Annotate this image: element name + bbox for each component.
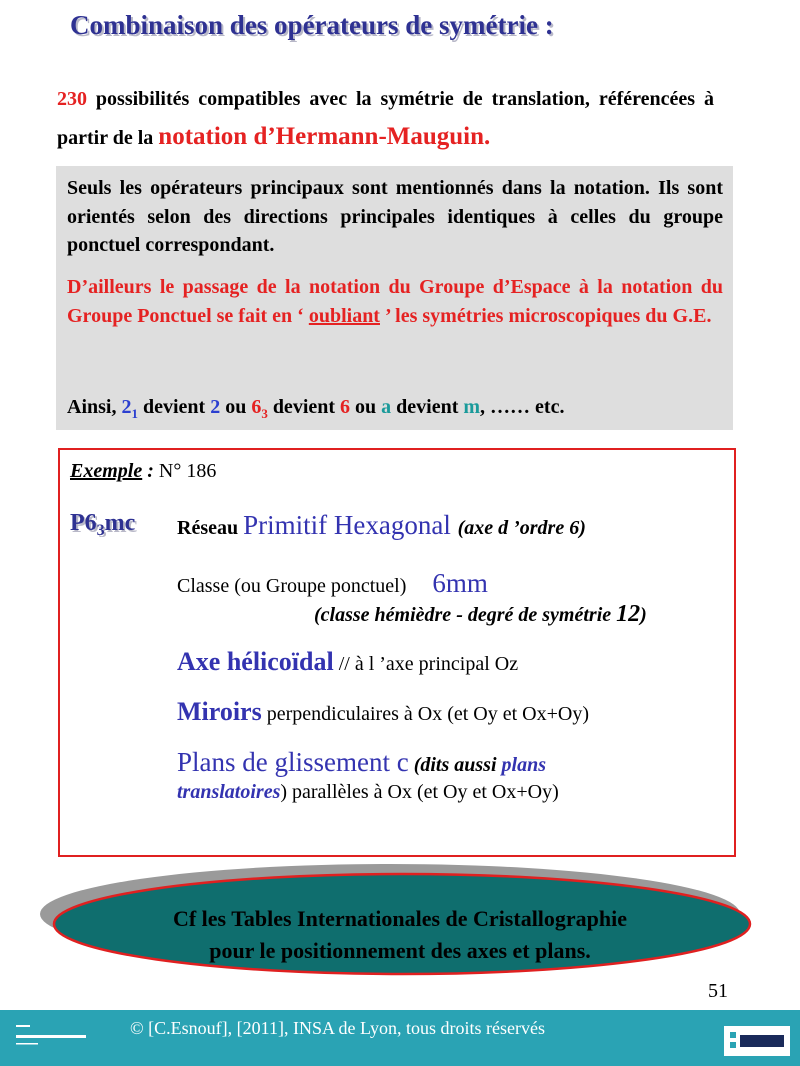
classe-degree: 12	[616, 601, 641, 627]
operator-2: 2	[210, 396, 221, 418]
gray-paragraph-2-b: ’ les symétries microscopiques du G.E.	[379, 304, 712, 327]
reseau-note: (axe d ’ordre 6)	[457, 517, 586, 539]
classe-close: )	[640, 604, 647, 626]
intro-paragraph	[57, 80, 714, 157]
operator-m: m	[463, 396, 481, 418]
plans-line-2	[177, 781, 559, 804]
plans-title: Plans de glissement c	[177, 747, 409, 777]
callout-line-1: Cf les Tables Internationales de Cristallographie	[172, 906, 628, 931]
example-box	[58, 448, 736, 857]
gray-paragraph-2-underlined: oubliant	[308, 304, 380, 327]
callout-line-2: pour le positionnement des axes et plans.	[209, 938, 591, 963]
plans-note-b: plans	[501, 754, 546, 776]
example-heading	[70, 460, 216, 483]
symbol-part-b: mc	[104, 510, 136, 536]
plans-line-1	[177, 747, 546, 778]
ainsi-line	[67, 393, 723, 422]
miroirs-line	[177, 697, 589, 727]
ainsi-text: Ainsi,	[67, 396, 122, 418]
intro-count: 230	[57, 88, 87, 110]
operator-6-3	[251, 396, 268, 421]
ainsi-devient-1: devient	[137, 396, 211, 418]
copyright-footer: © [C.Esnouf], [2011], INSA de Lyon, tous droits réservés	[130, 1018, 545, 1038]
operator-6-3-base: 6	[251, 396, 262, 418]
miroirs-title: Miroirs	[177, 697, 262, 726]
ainsi-devient-2: devient	[267, 396, 341, 418]
slide-title: Combinaison des opérateurs de symétrie :	[70, 10, 554, 40]
symbol-sub: 3	[96, 522, 105, 539]
ainsi-devient-3: devient	[391, 396, 464, 418]
reseau-label: Réseau	[177, 517, 244, 539]
axe-title: Axe hélicoïdal	[177, 647, 334, 676]
reseau-value: Primitif Hexagonal	[243, 510, 458, 540]
axe-line	[177, 647, 518, 677]
example-colon: :	[142, 460, 154, 482]
plans-note-c: translatoires	[177, 781, 281, 803]
intro-text: possibilités compatibles avec la symétrie de translation, référencées à partir de la	[57, 88, 714, 149]
gray-paragraph-2	[67, 273, 723, 330]
callout-text	[38, 903, 762, 967]
principal-operators-box	[56, 166, 733, 430]
ainsi-end: , …… etc.	[480, 396, 565, 418]
operator-6-3-sub: 3	[261, 406, 268, 421]
universite-de-lyon-logo	[14, 1017, 90, 1055]
miroirs-text: perpendiculaires à Ox (et Oy et Ox+Oy)	[261, 703, 589, 725]
classe-note: (classe hémièdre - degré de symétrie	[314, 604, 617, 626]
symbol-part-a: P6	[70, 510, 97, 536]
plans-note-a: (dits aussi	[408, 754, 502, 776]
operator-6: 6	[340, 396, 351, 418]
intro-notation: notation d’Hermann-Mauguin.	[158, 123, 491, 150]
plans-text: ) parallèles à Ox (et Oy et Ox+Oy)	[280, 781, 559, 803]
classe-note-line	[314, 601, 647, 628]
classe-value: 6mm	[432, 568, 488, 598]
ainsi-ou-2: ou	[350, 396, 382, 418]
gray-paragraph-1: Seuls les opérateurs principaux sont mentionnés dans la notation. Ils sont orientés selon des directions principales identiques à celles du groupe ponctuel correspondant.	[67, 177, 723, 256]
classe-label: Classe (ou Groupe ponctuel)	[177, 575, 407, 597]
operator-2-1-base: 2	[121, 396, 132, 418]
reseau-line	[177, 510, 586, 541]
axe-text: // à l ’axe principal Oz	[333, 653, 519, 675]
operator-a: a	[381, 396, 392, 418]
operator-2-1-sub: 1	[131, 406, 138, 421]
insa-logo	[724, 1026, 790, 1056]
classe-line	[177, 568, 488, 599]
gray-paragraph-2-a: D’ailleurs le passage de la notation du Groupe d’Espace à la notation du Groupe Ponctuel se fait en ‘	[67, 276, 723, 327]
example-number: N° 186	[153, 460, 217, 482]
ainsi-ou-1: ou	[220, 396, 252, 418]
page-number: 51	[708, 980, 728, 1002]
example-label: Exemple	[70, 460, 143, 482]
space-group-symbol	[70, 510, 135, 537]
operator-2-1	[121, 396, 138, 421]
